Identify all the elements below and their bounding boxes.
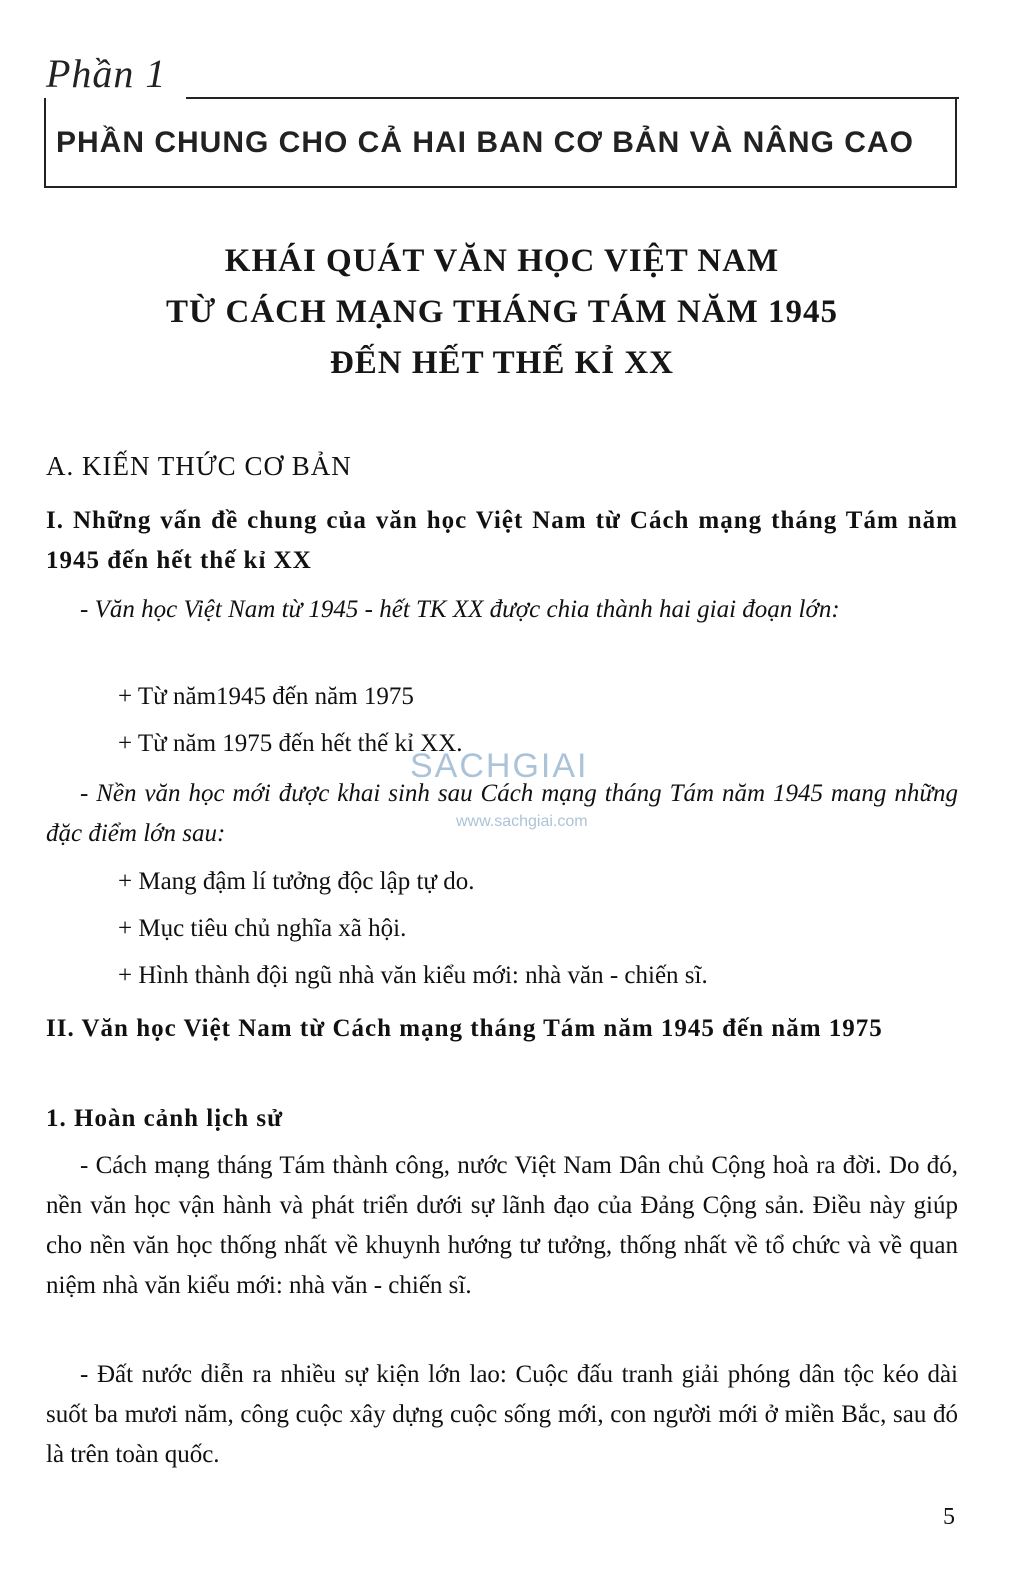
feature-item-2: + Mục tiêu chủ nghĩa xã hội. xyxy=(118,915,407,942)
section-1-heading: I. Những vấn đề chung của văn học Việt Nam từ Cách mạng tháng Tám năm 1945 đến hết thế kỉ XX xyxy=(46,507,958,574)
section-2-subheading: 1. Hoàn cảnh lịch sử xyxy=(46,1105,284,1132)
main-title-line2: TỪ CÁCH MẠNG THÁNG TÁM NĂM 1945 xyxy=(165,294,839,330)
watermark-url: www.sachgiai.com xyxy=(456,813,588,830)
section-1-intro2: - Nền văn học mới được khai sinh sau Cách mạng tháng Tám năm 1945 mang những đặc điểm lớn sau: xyxy=(46,780,958,847)
feature-item-3: + Hình thành đội ngũ nhà văn kiểu mới: nhà văn - chiến sĩ. xyxy=(118,962,708,989)
watermark-logo: SACHGIAI xyxy=(410,747,589,785)
section-1-intro1: - Văn học Việt Nam từ 1945 - hết TK XX được chia thành hai giai đoạn lớn: xyxy=(80,596,840,623)
part-title: PHẦN CHUNG CHO CẢ HAI BAN CƠ BẢN VÀ NÂNG CAO xyxy=(56,126,914,159)
section-2-paragraph-2: - Đất nước diễn ra nhiều sự kiện lớn lao: Cuộc đấu tranh giải phóng dân tộc kéo dài suốt ba mươi năm, công cuộc xây dựng cuộc sống mới, con người mới ở miền Bắc, sau đó là trên toàn quốc. xyxy=(46,1361,958,1468)
section-2-heading: II. Văn học Việt Nam từ Cách mạng tháng Tám năm 1945 đến năm 1975 xyxy=(46,1015,883,1042)
feature-item-1: + Mang đậm lí tưởng độc lập tự do. xyxy=(118,868,475,895)
period-item-1: + Từ năm1945 đến năm 1975 xyxy=(118,683,414,710)
section-2-paragraph-1: - Cách mạng tháng Tám thành công, nước Việt Nam Dân chủ Cộng hoà ra đời. Do đó, nền văn học vận hành và phát triển dưới sự lãnh đạo của Đảng Cộng sản. Điều này giúp cho nền văn học thống nhất về khuynh hướng tư tưởng, thống nhất về tổ chức và về quan niệm nhà văn kiểu mới: nhà văn - chiến sĩ. xyxy=(46,1152,958,1299)
main-title-line3: ĐẾN HẾT THẾ KỈ XX xyxy=(329,345,675,381)
page-number: 5 xyxy=(943,1504,955,1530)
watermark xyxy=(410,747,589,830)
period-item-2: + Từ năm 1975 đến hết thế kỉ XX. xyxy=(118,730,463,757)
section-a-heading: A. KIẾN THỨC CƠ BẢN xyxy=(46,451,352,481)
main-title-line1: KHÁI QUÁT VĂN HỌC VIỆT NAM xyxy=(224,243,780,279)
main-title xyxy=(0,236,1004,389)
part-label: Phần 1 xyxy=(46,51,167,96)
